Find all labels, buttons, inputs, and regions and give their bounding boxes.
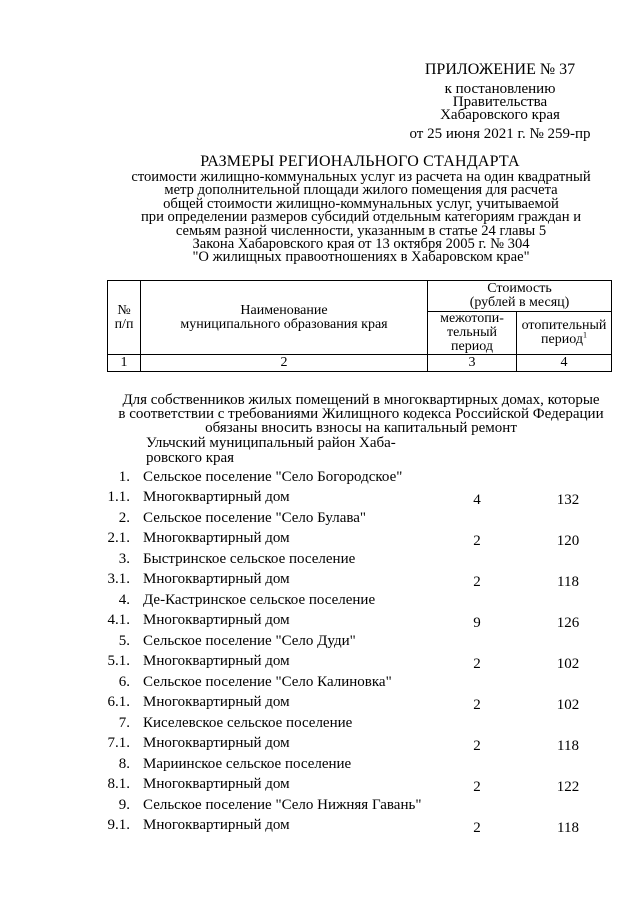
row-number: 9. [118, 797, 130, 813]
interheating-value: 2 [473, 820, 481, 836]
header-cell-text: период [541, 332, 583, 347]
column-number: 1 [108, 355, 141, 372]
region-title [146, 436, 406, 466]
list-item [0, 674, 640, 694]
heating-value: 126 [556, 615, 580, 631]
region-title-line: Ульчский муниципальный район Хаба- [146, 435, 396, 451]
interheating-value: 9 [473, 615, 481, 631]
region-title-line: ровского края [146, 450, 235, 466]
header-cost-line: (рублей в месяц) [469, 295, 570, 310]
interheating-value: 2 [473, 574, 481, 590]
row-name: Многоквартирный дом [143, 653, 290, 669]
table-row [0, 735, 640, 755]
row-name: Многоквартирный дом [143, 776, 290, 792]
section-note-line: обязаны вносить взносы на капитальный ремонт [205, 420, 517, 436]
header-cell-line: период [451, 339, 493, 354]
appendix-line: Хабаровского края [440, 107, 560, 123]
row-name: Сельское поселение "Село Богородское" [143, 469, 403, 485]
heating-value: 118 [557, 574, 579, 590]
list-item [0, 469, 640, 489]
header-cell-line: отопительный [521, 318, 607, 333]
header-cost-line: Стоимость [487, 281, 552, 296]
subtitle-line: семьям разной численности, указанным в статье 24 главы 5 [175, 222, 547, 239]
appendix-line: к постановлению [444, 81, 556, 97]
table-row [0, 612, 640, 632]
heating-value: 118 [557, 738, 579, 754]
list-item [0, 756, 640, 776]
subtitle-line: метр дополнительной площади жилого помещения для расчета [164, 182, 558, 199]
row-name: Сельское поселение "Село Нижняя Гавань" [143, 797, 422, 813]
subtitle-line: при определении размеров субсидий отдельным категориям граждан и [140, 209, 582, 226]
row-number: 2. [118, 510, 130, 526]
table-row [0, 776, 640, 796]
heating-value: 102 [556, 656, 580, 672]
list-item [0, 715, 640, 735]
row-number: 7. [118, 715, 130, 731]
document-title: РАЗМЕРЫ РЕГИОНАЛЬНОГО СТАНДАРТА [200, 153, 520, 170]
row-number: 4.1. [107, 612, 130, 628]
row-number: 1.1. [107, 489, 130, 505]
row-number: 8.1. [107, 776, 130, 792]
row-name: Многоквартирный дом [143, 571, 290, 587]
heating-value: 120 [556, 533, 580, 549]
row-name: Многоквартирный дом [143, 612, 290, 628]
row-name: Сельское поселение "Село Калиновка" [143, 674, 392, 690]
header-cell-line: межотопи- [440, 311, 504, 326]
row-name: Сельское поселение "Село Дуди" [143, 633, 356, 649]
row-name: Многоквартирный дом [143, 489, 290, 505]
row-name: Быстринское сельское поселение [143, 551, 356, 567]
table-row [0, 489, 640, 509]
header-interheating-cell [428, 312, 517, 355]
heating-value: 122 [556, 779, 580, 795]
interheating-value: 2 [473, 738, 481, 754]
interheating-value: 2 [473, 533, 481, 549]
table-row [0, 530, 640, 550]
subtitle-line: стоимости жилищно-коммунальных услуг из расчета на один квадратный [131, 169, 591, 185]
interheating-value: 2 [473, 697, 481, 713]
column-number: 2 [141, 355, 428, 372]
interheating-value: 2 [473, 779, 481, 795]
row-number: 7.1. [107, 735, 130, 751]
row-number: 1. [118, 469, 130, 485]
list-item [0, 797, 640, 817]
header-name-line: Наименование [240, 302, 328, 318]
header-heating-cell [517, 312, 612, 355]
row-name: Киселевское сельское поселение [143, 715, 353, 731]
subtitle-line: "О жилищных правоотношениях в Хабаровском крае" [192, 249, 530, 266]
row-name: Многоквартирный дом [143, 735, 290, 751]
table-row [0, 653, 640, 673]
row-name: Многоквартирный дом [143, 694, 290, 710]
interheating-value: 4 [473, 492, 481, 508]
appendix-title: ПРИЛОЖЕНИЕ № 37 [424, 61, 576, 78]
table-row [0, 571, 640, 591]
section-note-line: в соответствии с требованиями Жилищного кодекса Российской Федерации [118, 406, 604, 422]
row-number: 6.1. [107, 694, 130, 710]
subtitle-line: общей стоимости жилищно-коммунальных услуг, учитываемой [163, 195, 559, 212]
appendix-date: от 25 июня 2021 г. № 259-пр [409, 126, 591, 142]
row-number: 3. [118, 551, 130, 567]
row-number: 4. [118, 592, 130, 608]
heating-value: 102 [556, 697, 580, 713]
row-name: Сельское поселение "Село Булава" [143, 510, 367, 526]
heating-value: 132 [556, 492, 580, 508]
table-header [107, 280, 612, 372]
header-number-cell: № п/п [108, 281, 141, 355]
header-cell-line: тельный [446, 325, 498, 340]
footnote-mark: 1 [582, 330, 587, 340]
header-name-cell [141, 281, 428, 355]
row-name: Де-Кастринское сельское поселение [143, 592, 376, 608]
row-number: 8. [118, 756, 130, 772]
interheating-value: 2 [473, 656, 481, 672]
table-row [0, 817, 640, 837]
row-number: 6. [118, 674, 130, 690]
row-number: 2.1. [107, 530, 130, 546]
list-item [0, 592, 640, 612]
row-number: 5. [118, 633, 130, 649]
table-row [0, 694, 640, 714]
row-number: 9.1. [107, 817, 130, 833]
row-name: Многоквартирный дом [143, 530, 290, 546]
list-item [0, 510, 640, 530]
list-item [0, 551, 640, 571]
header-name-line: муниципального образования края [180, 316, 388, 332]
column-number: 4 [517, 355, 612, 372]
row-name: Многоквартирный дом [143, 817, 290, 833]
section-note-line: Для собственников жилых помещений в многоквартирных домах, которые [122, 392, 600, 408]
list-item [0, 633, 640, 653]
column-number: 3 [428, 355, 517, 372]
section-note [96, 393, 626, 435]
header-cell-line [519, 330, 609, 347]
appendix-line: Правительства [452, 94, 548, 110]
document-subtitle [96, 171, 626, 265]
row-name: Мариинское сельское поселение [143, 756, 352, 772]
subtitle-line: Закона Хабаровского края от 13 октября 2005 г. № 304 [192, 236, 530, 253]
row-number: 5.1. [107, 653, 130, 669]
header-cost-cell [428, 281, 612, 312]
row-number: 3.1. [107, 571, 130, 587]
heating-value: 118 [557, 820, 579, 836]
